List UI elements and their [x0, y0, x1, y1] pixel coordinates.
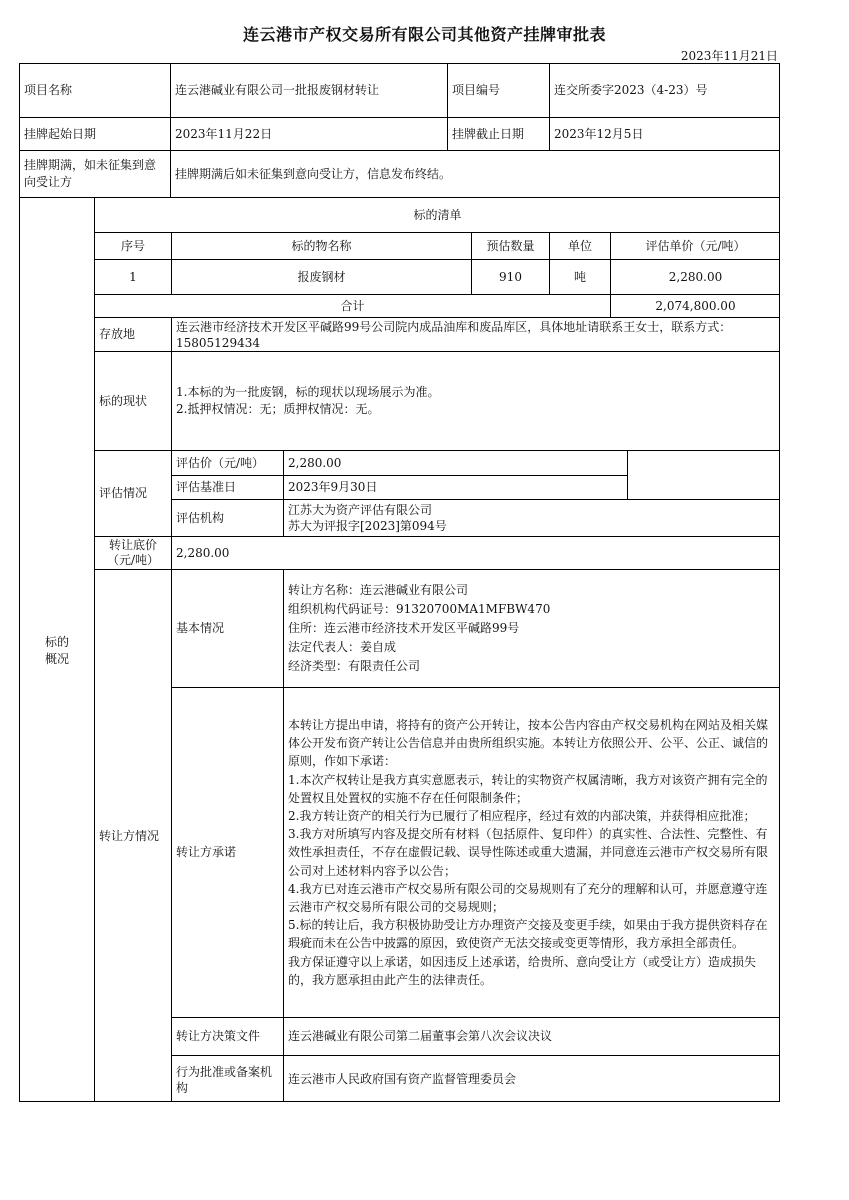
- row-price: 2,280.00: [611, 260, 780, 295]
- total-label: 合计: [95, 295, 611, 318]
- col-qty: 预估数量: [472, 233, 550, 260]
- col-unit: 单位: [550, 233, 611, 260]
- eval-label: 评估情况: [95, 451, 172, 537]
- basic-line-5: 经济类型：有限责任公司: [288, 659, 421, 673]
- form-date: 2023年11月21日: [680, 49, 778, 63]
- storage-label: 存放地: [95, 318, 172, 352]
- floor-label: 转让底价（元/吨）: [95, 537, 172, 570]
- floor-value: 2,280.00: [172, 537, 780, 570]
- basic-label: 基本情况: [172, 570, 284, 688]
- row-unit: 吨: [550, 260, 611, 295]
- storage-text: 连云港市经济技术开发区平碱路99号公司院内成品油库和废品库区，具体地址请联系王女士，联系方式：15805129434: [172, 318, 780, 352]
- eval-org-name: 江苏大为资产评估有限公司: [288, 503, 433, 517]
- row-no: 1: [95, 260, 172, 295]
- project-name-label: 项目名称: [20, 64, 171, 118]
- project-name-value: 连云港碱业有限公司一批报废钢材转让: [171, 64, 448, 118]
- eval-price-value: 2,280.00: [284, 451, 628, 476]
- subject-section-label: 标的 概况: [20, 198, 95, 1102]
- project-no-value: 连交所委字2023（4-23）号: [550, 64, 780, 118]
- eval-blank: [628, 451, 780, 500]
- row-name: 报废钢材: [172, 260, 472, 295]
- expire-text: 挂牌期满后如未征集到意向受让方，信息发布终结。: [171, 151, 780, 198]
- approval-text: 连云港市人民政府国有资产监督管理委员会: [288, 1072, 517, 1086]
- form-title: 连云港市产权交易所有限公司其他资产挂牌审批表: [242, 25, 606, 44]
- approval-table: [19, 63, 780, 1102]
- row-qty: 910: [472, 260, 550, 295]
- end-date-label: 挂牌截止日期: [448, 118, 550, 151]
- status-line-2: 2.抵押权情况：无；质押权情况：无。: [176, 402, 380, 416]
- status-text: [172, 352, 780, 451]
- basic-info: [284, 570, 780, 688]
- start-date-value: 2023年11月22日: [171, 118, 448, 151]
- eval-price-label: 评估价（元/吨）: [172, 451, 284, 476]
- expire-label: 挂牌期满，如未征集到意向受让方: [20, 151, 171, 198]
- eval-date-label: 评估基准日: [172, 476, 284, 500]
- start-date-label: 挂牌起始日期: [20, 118, 171, 151]
- basic-line-4: 法定代表人：姜自成: [288, 640, 397, 654]
- status-line-1: 1.本标的为一批废钢，标的现状以现场展示为准。: [176, 385, 440, 399]
- col-name: 标的物名称: [172, 233, 472, 260]
- basic-line-1: 转让方名称：连云港碱业有限公司: [288, 583, 469, 597]
- eval-org-label: 评估机构: [172, 500, 284, 537]
- project-no-label: 项目编号: [448, 64, 550, 118]
- commitment-text: 本转让方提出申请，将持有的资产公开转让，按本公告内容由产权交易机构在网站及相关媒体公开发布资产转让公告信息并由贵所组织实施。本转让方依照公开、公平、公正、诚信的原则，作如下承诺： 1.本次产权转让是我方真实意愿表示，转让的实物资产权属清晰，我方对该资产拥有完全的处置权且处置权的实施不存在任何限制条件； 2.我方转让资产的相关行为已履行了相应程序，经过有效的内部决策，并获得相应批准； 3.我方对所填写内容及提交所有材料（包括原件、复印件）的真实性、合法性、完整性、有效性承担责任，不存在虚假记载、误导性陈述或重大遗漏，并同意连云港市产权交易所有限公司对上述材料内容予以公告； 4.我方已对连云港市产权交易所有限公司的交易规则有了充分的理解和认可，并愿意遵守连云港市产权交易所有限公司的交易规则； 5.标的转让后，我方积极协助受让方办理资产交接及变更手续，如果由于我方提供资料存在瑕疵而未在公告中披露的原因，致使资产无法交接或变更等情形，我方承担全部责任。 我方保证遵守以上承诺，如因违反上述承诺，给贵所、意向受让方（或受让方）造成损失的，我方愿承担由此产生的法律责任。: [284, 688, 780, 1018]
- col-price: 评估单价（元/吨）: [611, 233, 780, 260]
- list-title: 标的清单: [95, 198, 780, 233]
- approval-label: 行为批准或备案机构: [172, 1056, 284, 1102]
- transferor-label: 转让方情况: [95, 570, 172, 1102]
- commitment-label: 转让方承诺: [172, 688, 284, 1018]
- basic-line-2: 组织机构代码证号：91320700MA1MFBW470: [288, 602, 551, 616]
- col-no: 序号: [95, 233, 172, 260]
- decision-label: 转让方决策文件: [172, 1018, 284, 1056]
- basic-line-3: 住所：连云港市经济技术开发区平碱路99号: [288, 621, 520, 635]
- end-date-value: 2023年12月5日: [550, 118, 780, 151]
- eval-date-value: 2023年9月30日: [284, 476, 628, 500]
- total-value: 2,074,800.00: [611, 295, 780, 318]
- status-label: 标的现状: [95, 352, 172, 451]
- eval-org-value: [284, 500, 780, 537]
- eval-report-no: 苏大为评报字[2023]第094号: [288, 519, 447, 533]
- decision-text: 连云港碱业有限公司第二届董事会第八次会议决议: [284, 1018, 780, 1056]
